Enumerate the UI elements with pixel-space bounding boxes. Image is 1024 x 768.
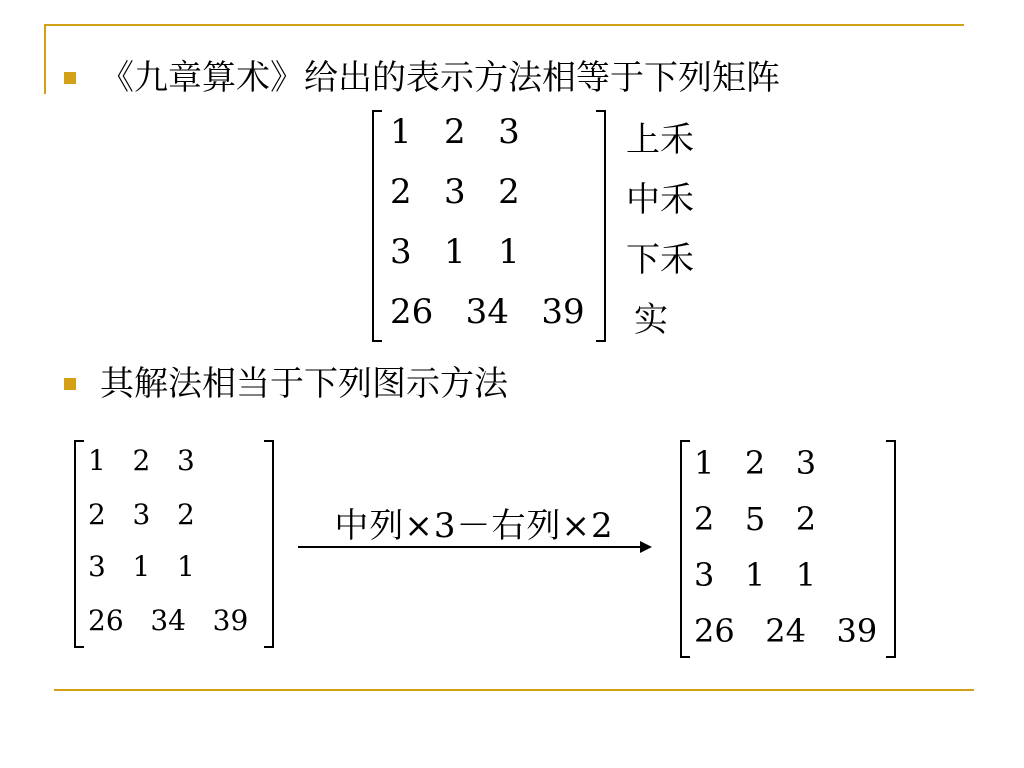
matrix-row-4: 26 34 39	[88, 604, 249, 637]
column-operation	[298, 498, 650, 547]
matrix-row-1: 1 2 3	[88, 444, 195, 477]
matrix-after	[680, 440, 896, 658]
right-bracket	[264, 440, 274, 648]
bullet-text-1: 《九章算术》给出的表示方法相等于下列矩阵	[100, 58, 780, 98]
left-bracket	[372, 110, 382, 342]
bottom-rule	[54, 689, 974, 691]
coefficient-matrix	[372, 110, 606, 342]
row-label-middle-grain: 中禾	[626, 180, 694, 220]
bullet-item-1	[64, 58, 780, 98]
row-label-total: 实	[634, 300, 668, 340]
matrix-row-2: 2 3 2	[390, 172, 520, 212]
matrix-row-3: 3 1 1	[694, 556, 817, 594]
row-label-lower-grain: 下禾	[626, 240, 694, 280]
right-bracket	[886, 440, 896, 658]
matrix-row-1: 1 2 3	[694, 444, 817, 482]
matrix-row-2: 2 3 2	[88, 498, 195, 531]
square-bullet-icon	[64, 72, 76, 84]
top-rule	[44, 24, 964, 26]
right-bracket	[596, 110, 606, 342]
left-bracket	[680, 440, 690, 658]
matrix-before	[74, 440, 274, 648]
operation-label: 中列×3－右列×2	[334, 506, 614, 546]
matrix-row-3: 3 1 1	[390, 232, 520, 272]
matrix-row-2: 2 5 2	[694, 500, 817, 538]
arrow-line	[298, 546, 642, 548]
left-rule	[44, 24, 46, 94]
arrow-right-icon	[640, 541, 652, 553]
matrix-row-1: 1 2 3	[390, 112, 520, 152]
matrix-row-4: 26 24 39	[694, 612, 878, 650]
bullet-item-2	[64, 364, 508, 404]
matrix-row-3: 3 1 1	[88, 550, 195, 583]
bullet-text-2: 其解法相当于下列图示方法	[100, 364, 508, 404]
matrix-row-4: 26 34 39	[390, 292, 585, 332]
square-bullet-icon	[64, 378, 76, 390]
left-bracket	[74, 440, 84, 648]
row-label-upper-grain: 上禾	[626, 120, 694, 160]
